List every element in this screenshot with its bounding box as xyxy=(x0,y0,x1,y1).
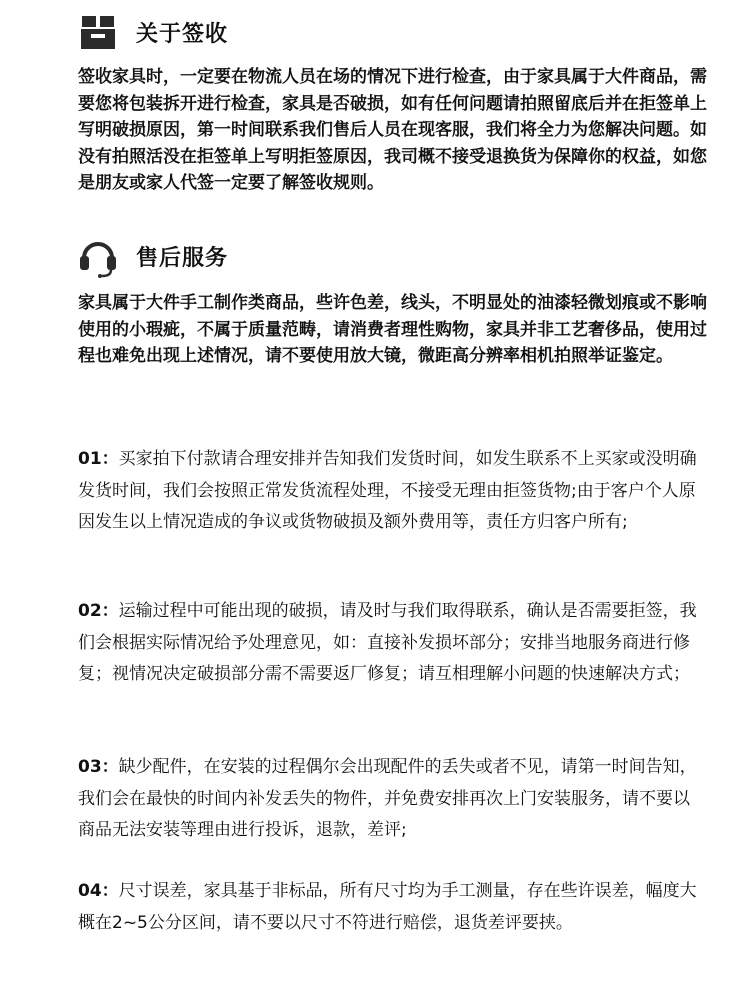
item-number: 03： xyxy=(78,757,119,777)
sign-section-title: 关于签收 xyxy=(136,21,229,47)
item-number: 01： xyxy=(78,449,119,469)
service-section-title: 售后服务 xyxy=(136,245,229,271)
item-text: 运输过程中可能出现的破损，请及时与我们取得联系，确认是否需要拒签，我们会根据实际情况给予处理意见，如：直接补发损坏部分；安排当地服务商进行修复；视情况决定破损部分需不需要返厂修复；请互相理解小问题的快速解决方式； xyxy=(78,601,697,684)
sign-section-header xyxy=(76,10,228,54)
item-number: 04： xyxy=(78,881,119,901)
list-item xyxy=(78,876,698,939)
item-text: 尺寸误差，家具基于非标品，所有尺寸均为手工测量，存在些许误差，幅度大概在2~5公分区间，请不要以尺寸不符进行赔偿，退货差评要挟。 xyxy=(78,881,697,933)
service-section-body: 家具属于大件手工制作类商品，些许色差，线头，不明显处的油漆轻微划痕或不影响使用的小瑕疵，不属于质量范畴，请消费者理性购物，家具并非工艺奢侈品，使用过程也难免出现上述情况，请不要使用放大镜，微距高分辨率相机拍照举证鉴定。 xyxy=(78,293,707,366)
list-item xyxy=(78,752,698,847)
item-text: 买家拍下付款请合理安排并告知我们发货时间，如发生联系不上买家或没明确发货时间，我们会按照正常发货流程处理，不接受无理由拒签货物;由于客户个人原因发生以上情况造成的争议或货物破损及额外费用等，责任方归客户所有; xyxy=(78,449,697,532)
list-item xyxy=(78,596,698,691)
list-item xyxy=(78,444,698,539)
headset-icon xyxy=(76,234,120,278)
item-text: 缺少配件，在安装的过程偶尔会出现配件的丢失或者不见，请第一时间告知，我们会在最快的时间内补发丢失的物件，并免费安排再次上门安装服务，请不要以商品无法安装等理由进行投诉，退款，差评; xyxy=(78,757,697,840)
sign-section-body: 签收家具时，一定要在物流人员在场的情况下进行检查，由于家具属于大件商品，需要您将包装拆开进行检查，家具是否破损，如有任何问题请拍照留底后并在拒签单上写明破损原因，第一时间联系我们售后人员在现客服，我们将全力为您解决问题。如没有拍照活没在拒签单上写明拒签原因，我司概不接受退换货为保障你的权益，如您是朋友或家人代签一定要了解签收规则。 xyxy=(78,67,707,193)
service-section-header xyxy=(76,234,228,278)
box-icon xyxy=(76,10,120,54)
item-number: 02： xyxy=(78,601,119,621)
